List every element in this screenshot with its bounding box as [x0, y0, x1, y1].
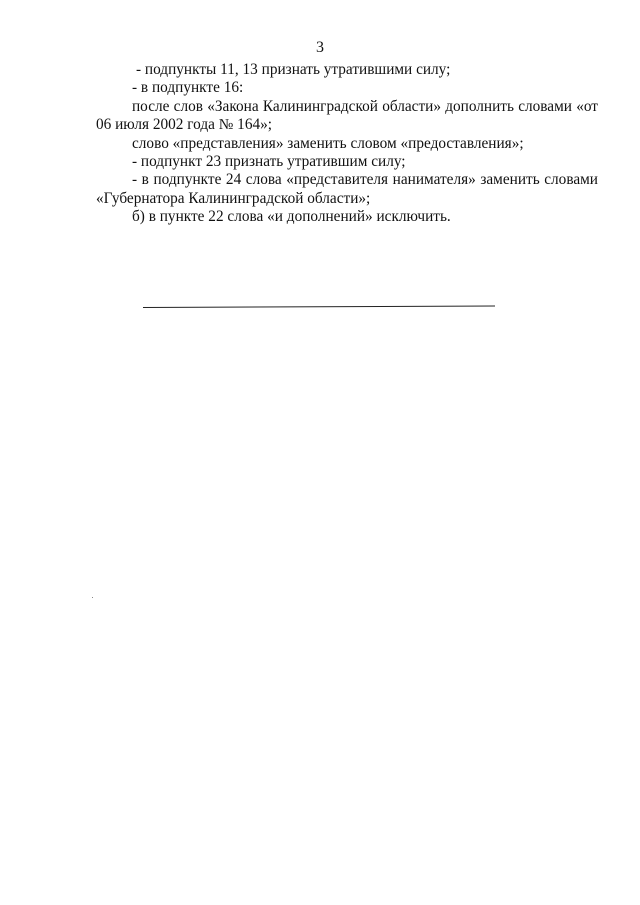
- page-number: 3: [316, 39, 324, 56]
- end-of-text-rule: [143, 305, 495, 308]
- paragraph-subitems-11-13: - подпункты 11, 13 признать утратившими силу;: [136, 61, 451, 78]
- paragraph-after-words: после слов «Закона Калининградской области» дополнить словами «от 06 июля 2002 года № 164»;: [96, 97, 598, 134]
- scan-speck: [92, 597, 93, 598]
- paragraph-subitem-16: - в подпункте 16:: [132, 79, 244, 97]
- paragraph-word-replace: слово «представления» заменить словом «предоставления»;: [132, 134, 524, 152]
- paragraph-subitem-24: - в подпункте 24 слова «представителя нанимателя» заменить словами «Губернатора Калининградской области»;: [96, 171, 598, 207]
- document-body: [96, 61, 598, 227]
- paragraph-subitem-23: - подпункт 23 признать утратившим силу;: [132, 153, 406, 171]
- paragraph-item-22: б) в пункте 22 слова «и дополнений» исключить.: [132, 208, 451, 226]
